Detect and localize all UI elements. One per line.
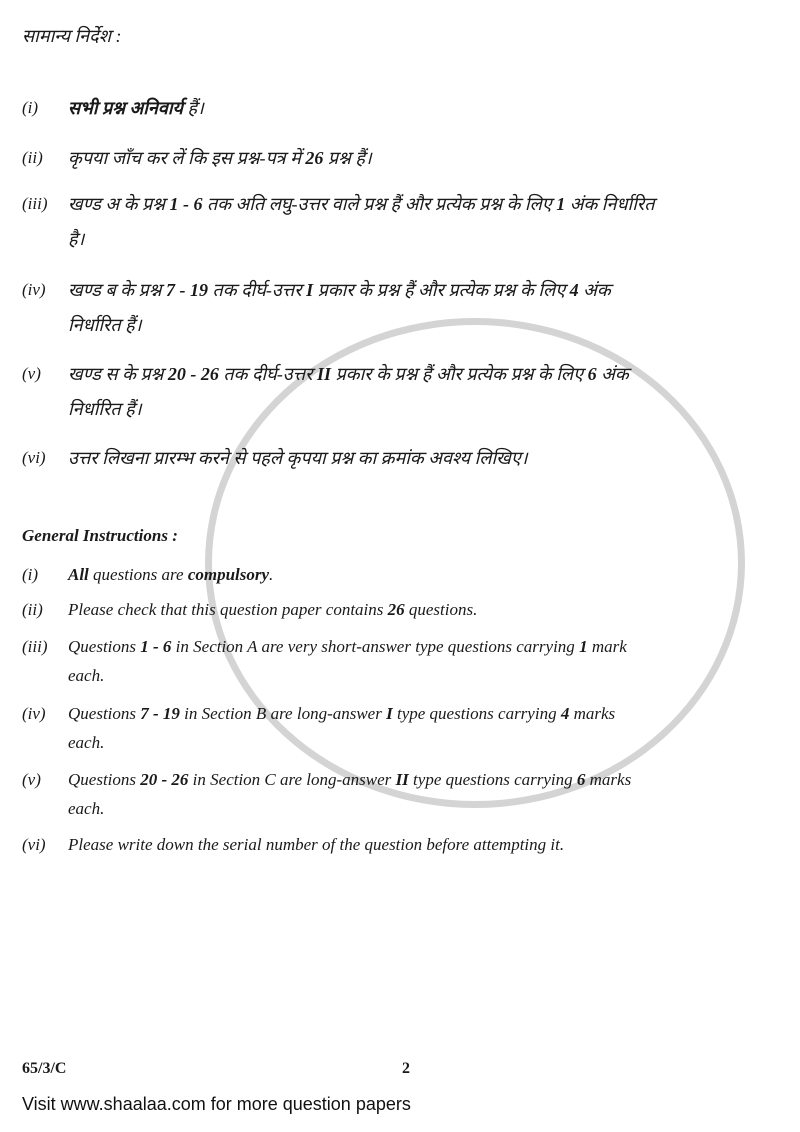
instruction-line	[68, 799, 104, 819]
bold-text: 7 - 19	[165, 280, 208, 300]
text: type questions carrying	[392, 704, 561, 723]
text: questions.	[404, 600, 478, 619]
bold-text: 26	[305, 148, 324, 168]
text: प्रकार के प्रश्न हैं और प्रत्येक प्रश्न के लिए	[331, 364, 588, 384]
bold-text: 1	[556, 194, 566, 214]
item-label: (v)	[22, 770, 41, 789]
text: marks	[569, 704, 616, 723]
item-label: (i)	[22, 565, 39, 584]
item-label: (iv)	[22, 280, 46, 299]
text: each.	[68, 799, 105, 818]
instruction-line	[68, 315, 142, 337]
bold-text: I	[386, 704, 393, 723]
text: प्रकार के प्रश्न हैं और प्रत्येक प्रश्न के लिए	[313, 280, 570, 300]
instruction-line	[68, 704, 615, 724]
item-label: (i)	[22, 98, 39, 117]
bold-text: 20 - 26	[167, 364, 219, 384]
bold-text: 1	[579, 637, 588, 656]
text: Questions	[68, 637, 141, 656]
bold-text: 7 - 19	[140, 704, 180, 723]
bold-text: 1 - 6	[140, 637, 172, 656]
instruction-line	[68, 733, 104, 753]
text: Please check that this question paper contains	[68, 600, 388, 619]
text: each.	[68, 733, 105, 752]
text: in Section A are very short-answer type questions carrying	[171, 637, 580, 656]
text: निर्धारित हैं।	[68, 315, 142, 335]
english-heading: General Instructions :	[22, 526, 178, 545]
instruction-line	[68, 600, 477, 620]
text: .	[269, 565, 274, 584]
bold-text: 26	[387, 600, 405, 619]
text: है।	[68, 229, 85, 249]
item-label: (ii)	[22, 600, 43, 619]
bold-text: 20 - 26	[140, 770, 189, 789]
text: निर्धारित हैं।	[68, 399, 142, 419]
text: in Section B are long-answer	[179, 704, 387, 723]
item-label: (iii)	[22, 194, 48, 213]
text: हैं।	[182, 98, 204, 118]
instruction-line	[68, 448, 528, 470]
watermark-circle	[205, 318, 745, 808]
text: Questions	[68, 704, 141, 723]
item-label: (v)	[22, 364, 41, 383]
bold-text: All	[68, 565, 89, 584]
instruction-line	[68, 399, 142, 421]
page-number: 2	[402, 1060, 410, 1077]
text: each.	[68, 666, 105, 685]
text: अंक	[578, 280, 611, 300]
text: type questions carrying	[408, 770, 577, 789]
item-label: (iv)	[22, 704, 46, 723]
bold-text: 1 - 6	[169, 194, 203, 214]
text: Please write down the serial number of the question before attempting it.	[68, 835, 565, 854]
text: कृपया जाँच कर लें कि इस प्रश्न-पत्र में	[68, 148, 306, 168]
bold-text: I	[306, 280, 314, 300]
text: अंक	[596, 364, 629, 384]
paper-code: 65/3/C	[22, 1060, 67, 1077]
bold-text: सभी प्रश्न अनिवार्य	[68, 98, 183, 118]
bold-text: 4	[569, 280, 579, 300]
text: खण्ड ब के प्रश्न	[68, 280, 166, 300]
text: तक अति लघु-उत्तर वाले प्रश्न हैं और प्रत्येक प्रश्न के लिए	[202, 194, 557, 214]
text: प्रश्न हैं।	[323, 148, 372, 168]
instruction-line	[68, 148, 372, 170]
item-label: (ii)	[22, 148, 43, 167]
bold-text: II	[395, 770, 409, 789]
text: खण्ड स के प्रश्न	[68, 364, 168, 384]
text: mark	[587, 637, 627, 656]
instruction-line	[68, 565, 273, 585]
text: questions are	[88, 565, 188, 584]
instruction-line	[68, 835, 564, 855]
text: उत्तर लिखना प्रारम्भ करने से पहले कृपया प्रश्न का क्रमांक अवश्य लिखिए।	[68, 448, 528, 468]
item-label: (vi)	[22, 448, 46, 467]
instruction-line	[68, 364, 629, 386]
text: Questions	[68, 770, 141, 789]
text: marks	[585, 770, 632, 789]
instruction-line	[68, 637, 627, 657]
instruction-line	[68, 98, 204, 120]
instruction-line	[68, 770, 631, 790]
text: खण्ड अ के प्रश्न	[68, 194, 170, 214]
text: तक दीर्घ-उत्तर	[207, 280, 307, 300]
visit-link[interactable]: Visit www.shaalaa.com for more question papers	[22, 1094, 411, 1114]
text: तक दीर्घ-उत्तर	[218, 364, 317, 384]
item-label: (iii)	[22, 637, 48, 656]
bold-text: 4	[560, 704, 570, 723]
instruction-line	[68, 194, 654, 216]
item-label: (vi)	[22, 835, 46, 854]
bold-text: 6	[576, 770, 586, 789]
text: अंक निर्धारित	[565, 194, 655, 214]
instruction-line	[68, 229, 84, 251]
hindi-heading: सामान्य निर्देश :	[22, 26, 122, 46]
text: in Section C are long-answer	[188, 770, 396, 789]
instruction-line	[68, 666, 104, 686]
bold-text: II	[316, 364, 331, 384]
bold-text: 6	[587, 364, 597, 384]
instruction-line	[68, 280, 611, 302]
bold-text: compulsory	[187, 565, 270, 584]
